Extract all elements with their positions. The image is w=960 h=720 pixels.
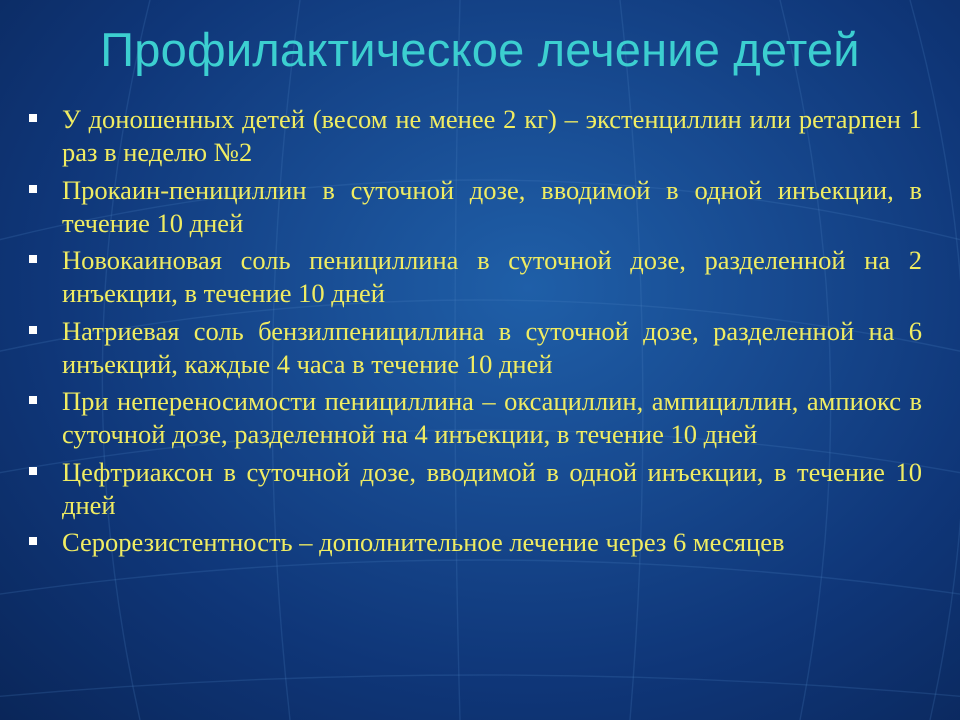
bullet-text: Прокаин-пенициллин в суточной дозе, вводимой в одной инъекции, в течение 10 дней bbox=[62, 174, 922, 238]
square-bullet-icon bbox=[29, 185, 37, 193]
bullet-item-7 bbox=[26, 526, 922, 559]
bullet-text: Цефтриаксон в суточной дозе, вводимой в одной инъекции, в течение 10 дней bbox=[62, 456, 922, 520]
bullet-text: У доношенных детей (весом не менее 2 кг) – экстенциллин или ретарпен 1 раз в неделю №2 bbox=[62, 104, 922, 167]
bullet-list bbox=[26, 103, 922, 564]
square-bullet-icon bbox=[29, 537, 37, 545]
square-bullet-icon bbox=[29, 326, 37, 334]
square-bullet-icon bbox=[29, 114, 37, 122]
bullet-text: При непереносимости пенициллина – оксациллин, ампициллин, ампиокс в суточной дозе, разделенной на 4 инъекции, в течение 10 дней bbox=[62, 386, 922, 449]
square-bullet-icon bbox=[29, 467, 37, 475]
square-bullet-icon bbox=[29, 255, 37, 263]
bullet-text: Новокаиновая соль пенициллина в суточной дозе, разделенной на 2 инъекции, в течение 10 дней bbox=[62, 245, 922, 308]
bullet-item-5 bbox=[26, 385, 922, 451]
slide-title: Профилактическое лечение детей bbox=[100, 23, 860, 76]
bullet-text: Серорезистентность – дополнительное лечение через 6 месяцев bbox=[62, 527, 785, 557]
square-bullet-icon bbox=[29, 396, 37, 404]
bullet-item-3 bbox=[26, 244, 922, 310]
bullet-text: Натриевая соль бензилпенициллина в суточной дозе, разделенной на 6 инъекций, каждые 4 часа в течение 10 дней bbox=[62, 315, 922, 379]
bullet-item-1 bbox=[26, 103, 922, 169]
bullet-item-6 bbox=[26, 456, 922, 522]
bullet-item-2 bbox=[26, 174, 922, 240]
bullet-item-4 bbox=[26, 315, 922, 381]
